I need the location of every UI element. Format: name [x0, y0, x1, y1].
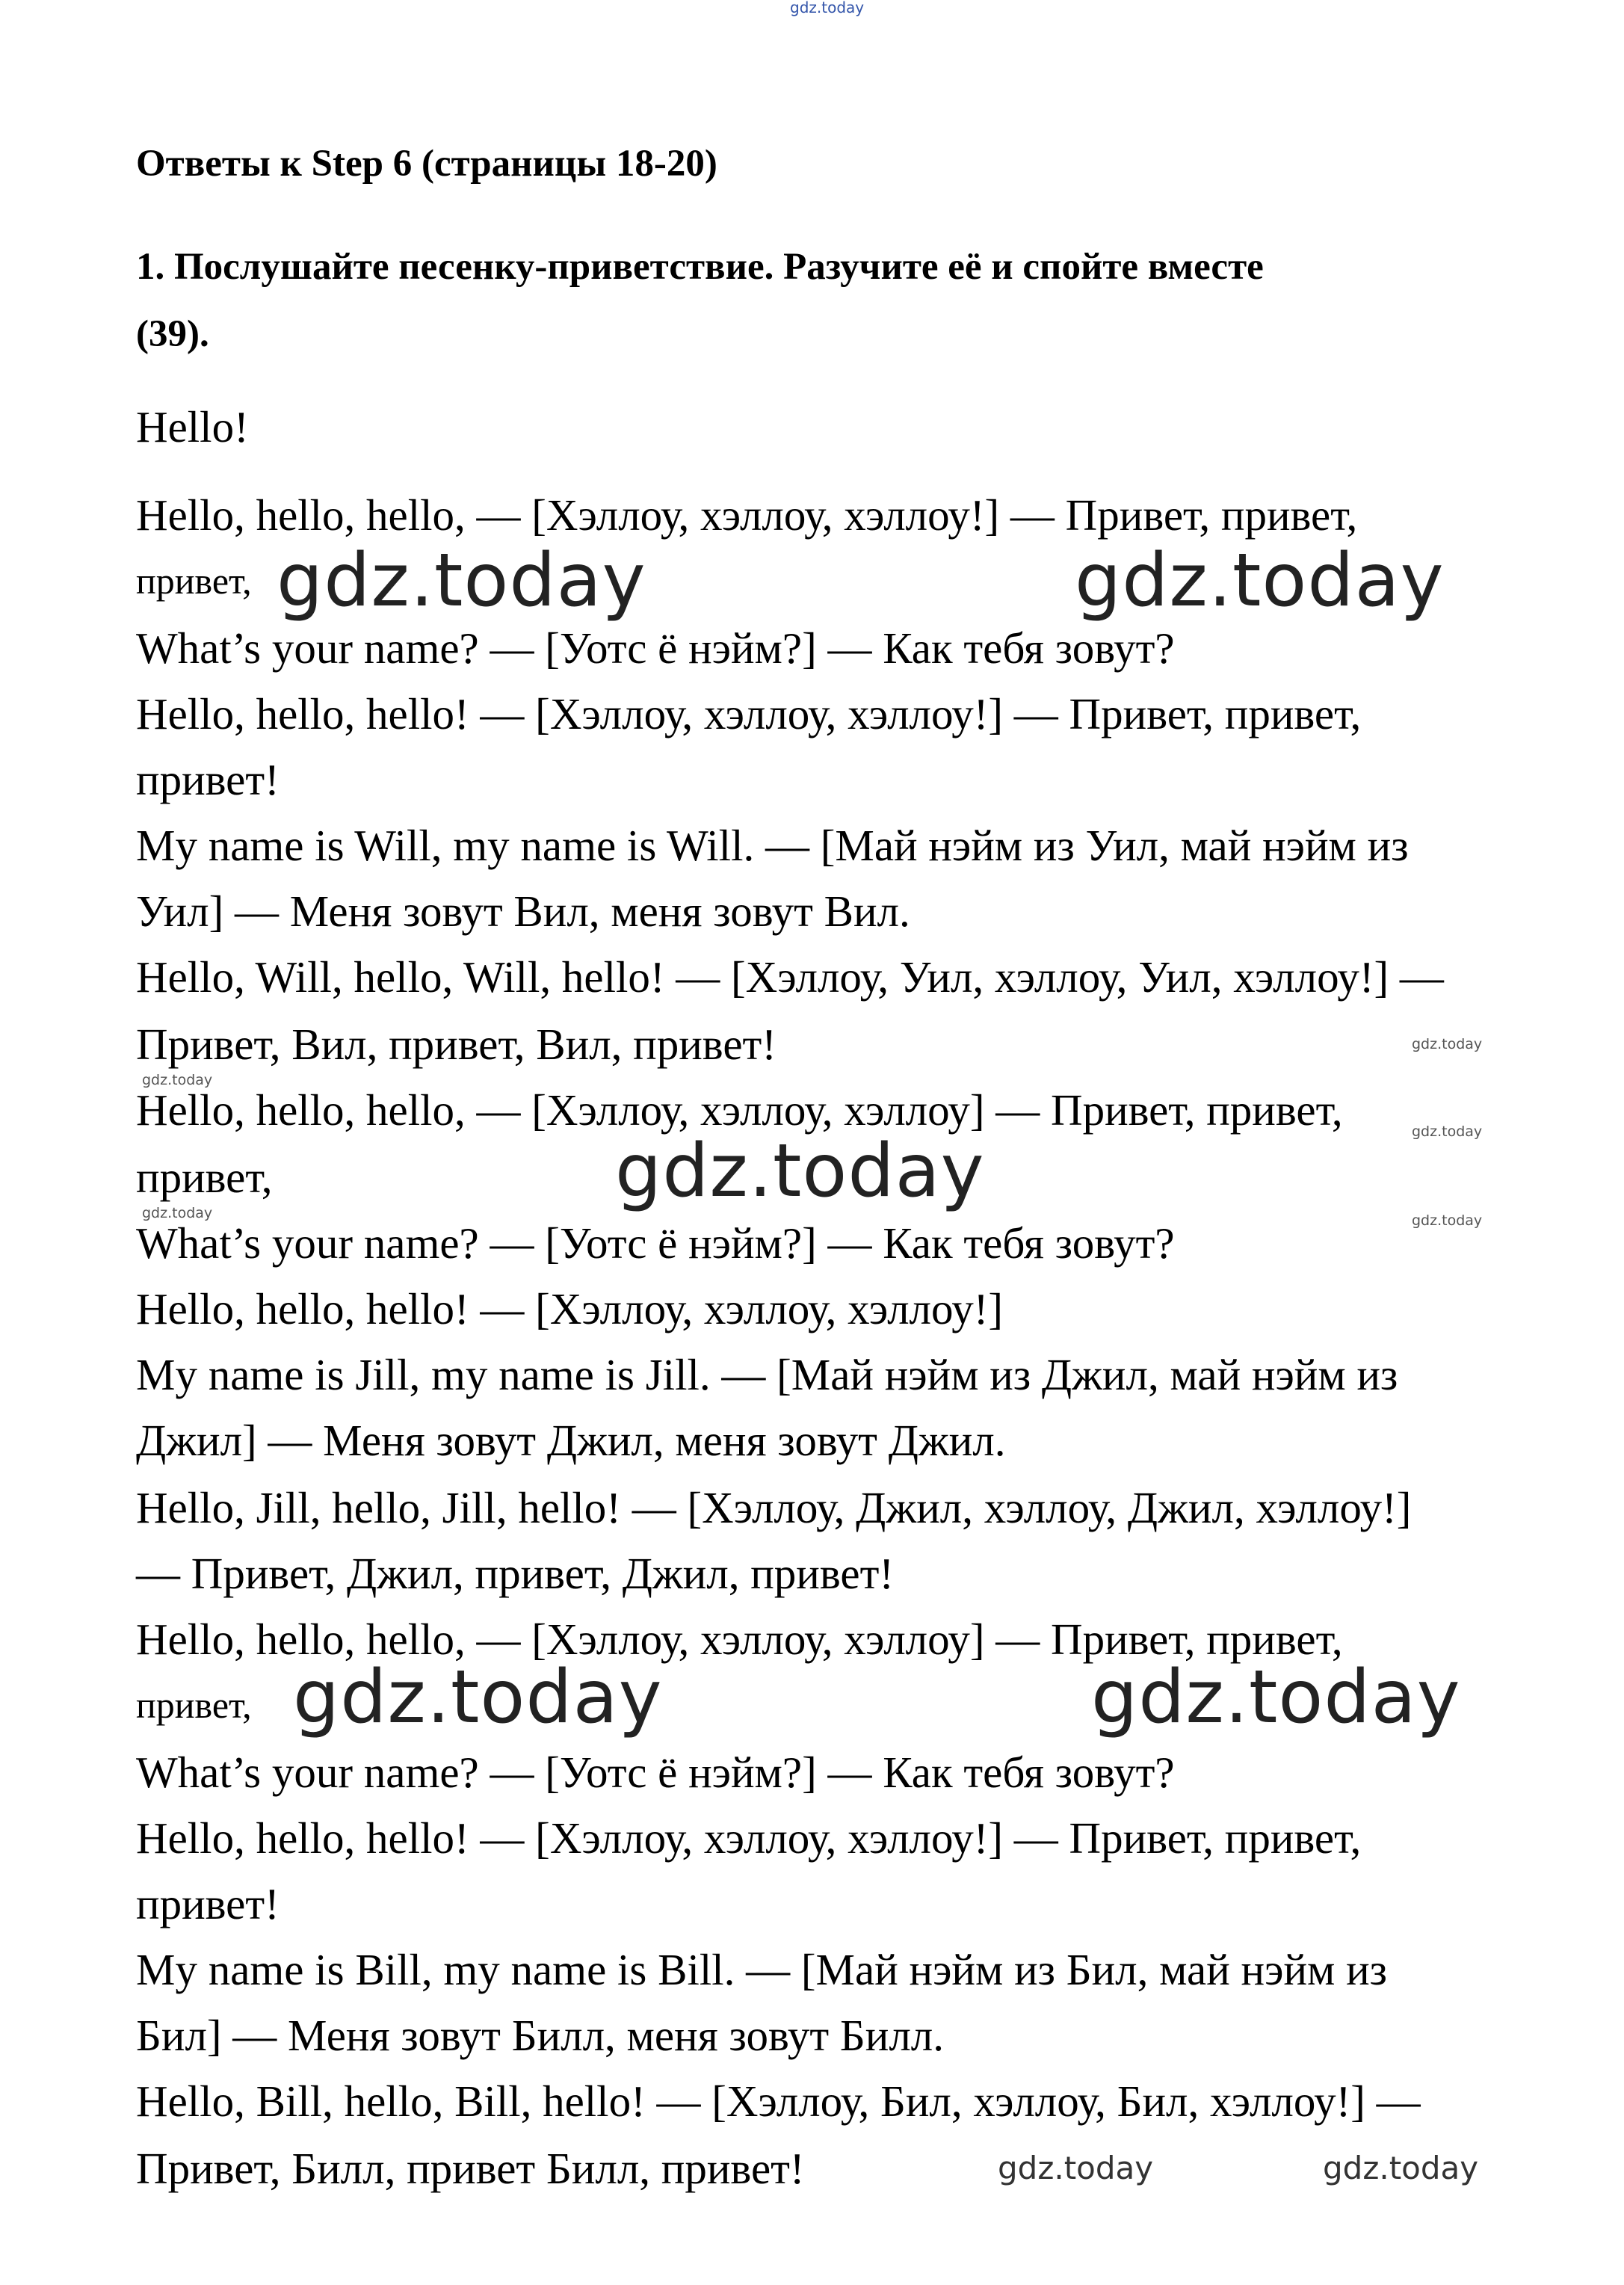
watermark: gdz.today — [1075, 538, 1445, 623]
song-line: Hello, hello, hello! — [Хэллоу, хэллоу, хэллоу!] — Привет, привет, — [136, 689, 1362, 738]
watermark-top: gdz.today — [790, 0, 865, 16]
song-line: привет, — [136, 1153, 273, 1202]
task-title-line-2: (39). — [136, 313, 209, 355]
watermark: gdz.today — [615, 1129, 985, 1214]
song-line: Бил] — Меня зовут Билл, меня зовут Билл. — [136, 2011, 944, 2060]
song-line: Hello, Jill, hello, Jill, hello! — [Хэллоу, Джил, хэллоу, Джил, хэллоу!] — [136, 1483, 1412, 1532]
song-line: Hello, hello, hello, — [Хэллоу, хэллоу, хэллоу!] — Привет, привет, — [136, 490, 1358, 540]
watermark: gdz.today — [1323, 2150, 1479, 2186]
song-line: привет! — [136, 755, 280, 804]
watermark: gdz.today — [1412, 1036, 1483, 1052]
song-line: What’s your name? — [Уотс ё нэйм?] — Как тебя зовут? — [136, 1748, 1175, 1797]
song-line: What’s your name? — [Уотс ё нэйм?] — Как тебя зовут? — [136, 623, 1175, 673]
watermark: gdz.today — [998, 2150, 1154, 2186]
song-line: привет! — [136, 1879, 280, 1928]
song-line: привет, — [136, 1684, 252, 1726]
song-line: Hello, hello, hello! — [Хэллоу, хэллоу, хэллоу!] — Привет, привет, — [136, 1813, 1362, 1863]
song-line: Уил] — Меня зовут Вил, меня зовут Вил. — [136, 886, 910, 936]
song-line: Hello, Bill, hello, Bill, hello! — [Хэллоу, Бил, хэллоу, Бил, хэллоу!] — — [136, 2076, 1421, 2126]
watermark: gdz.today — [142, 1072, 213, 1088]
song-line: Hello, hello, hello, — [Хэллоу, хэллоу, хэллоу] — Привет, привет, — [136, 1085, 1343, 1135]
song-line: My name is Jill, my name is Jill. — [Май нэйм из Джил, май нэйм из — [136, 1350, 1398, 1399]
page-title: Ответы к Step 6 (страницы 18-20) — [136, 143, 717, 185]
song-line: Привет, Билл, привет Билл, привет! — [136, 2144, 805, 2193]
task-title-line-1: 1. Послушайте песенку-приветствие. Разучите её и спойте вместе — [136, 246, 1264, 288]
song-line: Hello, Will, hello, Will, hello! — [Хэллоу, Уил, хэллоу, Уил, хэллоу!] — — [136, 952, 1444, 1002]
song-line: Hello, hello, hello! — [Хэллоу, хэллоу, хэллоу!] — [136, 1284, 1004, 1333]
watermark: gdz.today — [277, 538, 646, 623]
song-line: What’s your name? — [Уотс ё нэйм?] — Как тебя зовут? — [136, 1218, 1175, 1268]
song-line: Привет, Вил, привет, Вил, привет! — [136, 1020, 777, 1069]
watermark: gdz.today — [1091, 1655, 1461, 1740]
watermark: gdz.today — [293, 1655, 663, 1740]
song-line: Hello, hello, hello, — [Хэллоу, хэллоу, хэллоу] — Привет, привет, — [136, 1615, 1343, 1664]
watermark: gdz.today — [142, 1205, 213, 1221]
watermark: gdz.today — [1412, 1212, 1483, 1229]
song-line: My name is Will, my name is Will. — [Май нэйм из Уил, май нэйм из — [136, 821, 1409, 870]
song-line: Джил] — Меня зовут Джил, меня зовут Джил. — [136, 1416, 1006, 1465]
song-line: — Привет, Джил, привет, Джил, привет! — [136, 1549, 895, 1598]
song-line: My name is Bill, my name is Bill. — [Май нэйм из Бил, май нэйм из — [136, 1945, 1387, 1994]
song-line: привет, — [136, 560, 252, 602]
song-line: Hello! — [136, 402, 249, 451]
watermark: gdz.today — [1412, 1123, 1483, 1140]
